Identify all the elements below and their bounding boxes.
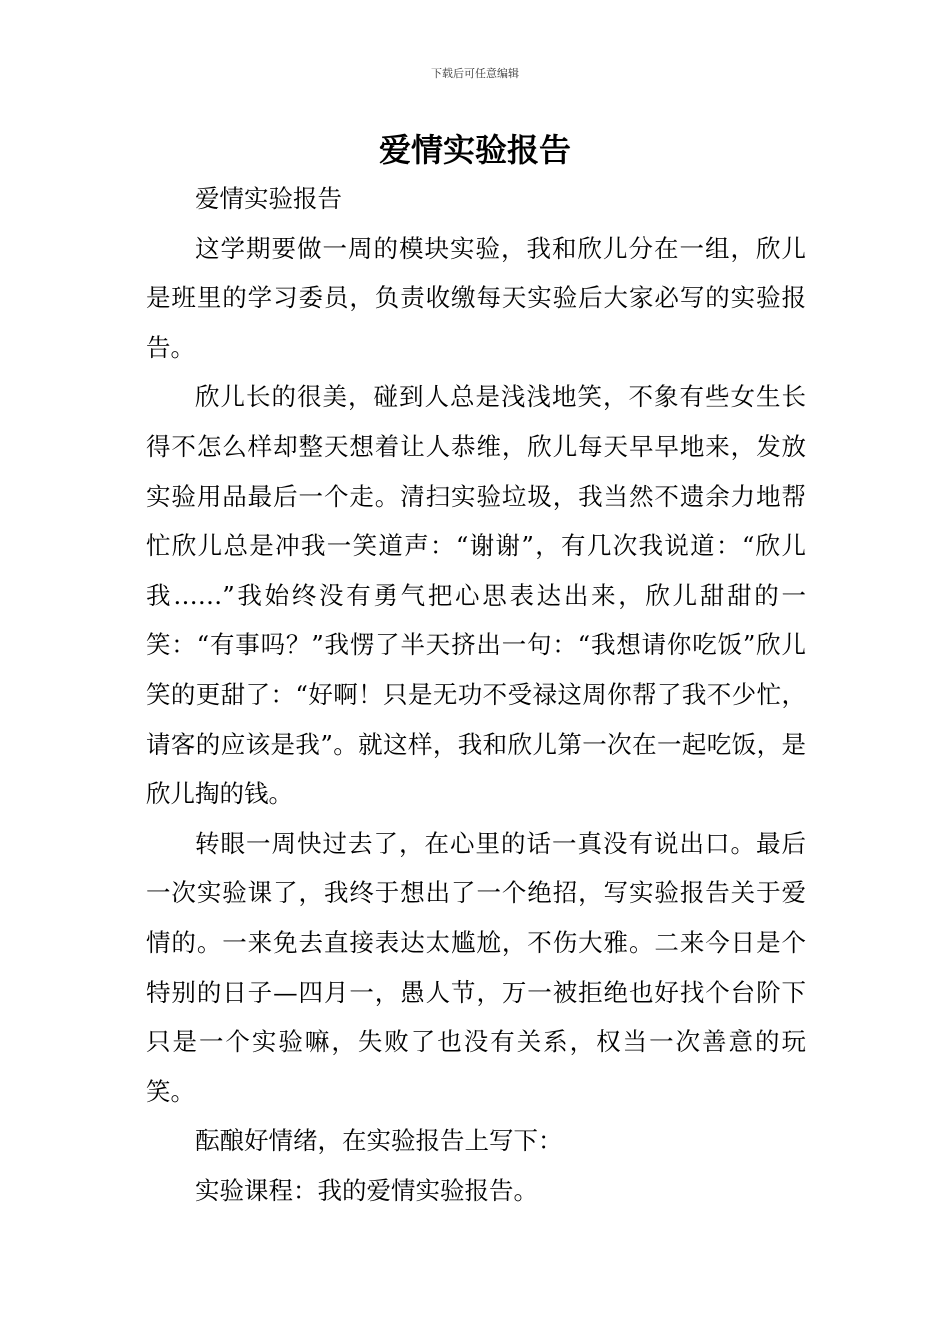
document-title: 爱情实验报告 <box>378 131 571 169</box>
paragraph: 这学期要做一周的模块实验，我和欣儿分在一组，欣儿是班里的学习委员，负责收缴每天实验后大家必写的实验报告。 <box>146 233 806 362</box>
paragraph-subtitle: 爱情实验报告 <box>195 184 342 213</box>
header-note: 下载后可任意编辑 <box>431 67 519 80</box>
paragraph: 欣儿长的很美，碰到人总是浅浅地笑，不象有些女生长得不怎么样却整天想着让人恭维，欣儿每天早早地来，发放实验用品最后一个走。清扫实验垃圾，我当然不遗余力地帮忙欣儿总是冲我一笑道声：“谢谢”，有几次我说道：“欣儿我……”我始终没有勇气把心思表达出来，欣儿甜甜的一笑：“有事吗？”我愣了半天挤出一句：“我想请你吃饭”欣儿笑的更甜了：“好啊！只是无功不受禄这周你帮了我不少忙，请客的应该是我”。就这样，我和欣儿第一次在一起吃饭，是欣儿掏的钱。 <box>146 382 806 809</box>
document-body <box>146 174 806 1215</box>
paragraph: 转眼一周快过去了，在心里的话一真没有说出口。最后一次实验课了，我终于想出了一个绝招，写实验报告关于爱情的。一来免去直接表达太尴尬，不伤大雅。二来今日是个特别的日子—四月一，愚人节，万一被拒绝也好找个台阶下只是一个实验嘛，失败了也没有关系，权当一次善意的玩笑。 <box>146 828 806 1106</box>
paragraph: 酝酿好情绪，在实验报告上写下： <box>195 1126 563 1156</box>
paragraph: 实验课程：我的爱情实验报告。 <box>195 1175 538 1205</box>
